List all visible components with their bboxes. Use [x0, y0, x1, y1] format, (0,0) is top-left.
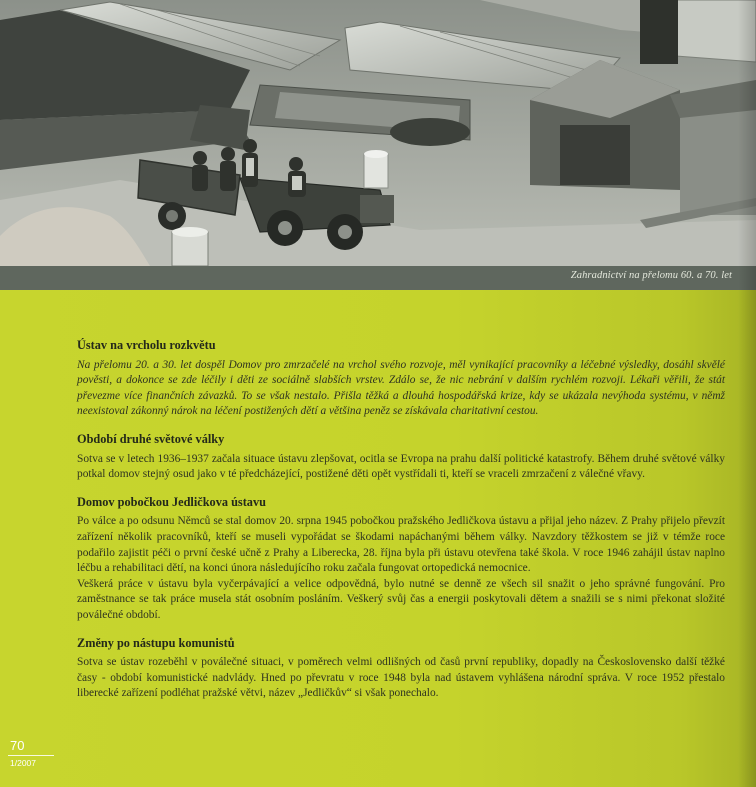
page-number-divider — [8, 755, 54, 756]
section-paragraph: Sotva se v letech 1936–1937 začala situace ústavu zlepšovat, ocitla se Evropa na prahu další politické katastrofy. Během druhé světové války potkal domov stejný osud jako v té předcházející, postižené děti opět vystřídali ti, kteří se vraceli zmrzačení z válečné vřavy. — [77, 452, 725, 481]
section-title: Domov pobočkou Jedličkova ústavu — [77, 494, 266, 509]
section-paragraph: Veškerá práce v ústavu byla vyčerpávající a velice odpovědná, bylo nutné se denně ze všech sil snažit o jeho správné fungování. Pro zaměstnance se tak práce musela stát osobním posláním. Veškerý svůj čas a energii poskytovali dětem a snažili se s nimi překonat složité poválečné období. — [77, 577, 725, 621]
section-4 — [77, 636, 725, 702]
photo-garden-1960s — [0, 0, 756, 266]
section-2 — [77, 432, 725, 483]
article-panel — [0, 290, 756, 787]
section-title: Změny po nástupu komunistů — [77, 635, 235, 650]
photo-caption: Zahradnictví na přelomu 60. a 70. let — [570, 270, 732, 281]
section-paragraph: Po válce a po odsunu Němců se stal domov 20. srpna 1945 pobočkou pražského Jedličkova ústavu a přijal jeho název. Z Prahy přijelo převzít zařízení několik pracovníků, kteří se museli vypořádat se škodami napáchanými během války. Navzdory těžkostem se již v témže roce podařilo zajistit péči o první české učně z Prahy a Liberecka, 28. října byla při ústavu otevřena také škola. V roce 1946 zahájil ústav naplno léčbu a rehabilitaci dětí, na konci února následujícího roku začala fungovat ortopedická nemocnice. — [77, 515, 725, 575]
section-title: Ústav na vrcholu rozkvětu — [77, 338, 216, 352]
article-body — [77, 338, 725, 714]
section-paragraph: Na přelomu 20. a 30. let dospěl Domov pro zmrzačelé na vrchol svého rozvoje, měl vynikající pracovníky a léčebné výsledky, dosáhl skvělé pověsti, a dokonce se zde léčily i děti ze sociálně slabších vrstev. Zdálo se, že nic nebrání v dalším rychlém rozvoji. Lékaři věřili, že stát převezme více finančních závazků. To se však nestalo. Přišla těžká a dlouhá hospodářská krize, kdy se ukázala nevýhoda systému, v němž neexistoval zákonný nárok na léčení postižených dětí a většina peněz se získávala charitativní cestou. — [77, 358, 725, 418]
section-paragraph: Sotva se ústav rozeběhl v poválečné situaci, v poměrech velmi odlišných od časů první republiky, dopadly na Československo další těžké časy - období komunistické nadvlády. Hned po převratu v roce 1948 byla nad ústavem vyhlášena národní správa. V roce 1952 přestalo liberecké zařízení podléhat pražské větvi, název „Jedličkův“ si však ponechalo. — [77, 656, 725, 700]
issue-label: 1/2007 — [10, 758, 36, 768]
page-number: 70 — [10, 738, 25, 753]
section-title: Období druhé světové války — [77, 431, 225, 446]
photo-illustration — [0, 0, 756, 266]
section-3 — [77, 495, 725, 624]
photo-caption-bar — [0, 266, 756, 290]
section-1 — [77, 338, 725, 420]
